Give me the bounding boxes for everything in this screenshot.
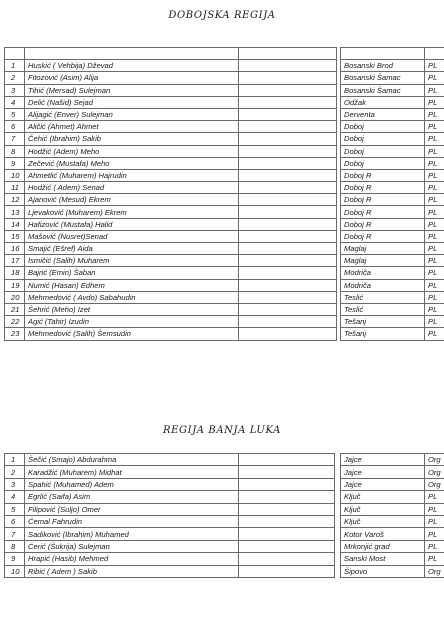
person-name: Hrapić (Hasib) Mehmed	[25, 553, 239, 565]
blank-cell	[239, 243, 337, 255]
entry-type: PL	[425, 169, 444, 181]
person-name: Zečević (Mustafa) Meho	[25, 157, 239, 169]
table-row	[5, 145, 444, 157]
municipality: Ključ	[341, 515, 425, 527]
person-name: Fitozović (Asim) Alija	[25, 72, 239, 84]
row-number: 4	[5, 491, 25, 503]
person-name: Ahmetlić (Muharem) Hajrudin	[25, 169, 239, 181]
entry-type: PL	[425, 218, 444, 230]
blank-cell	[239, 218, 337, 230]
person-name: Šečić (Smajo) Abdurahma	[25, 454, 239, 466]
municipality: Šipovo	[341, 565, 425, 577]
person-name: Bajrić (Emin) Šaban	[25, 267, 239, 279]
municipality: Derventa	[341, 108, 425, 120]
blank-cell	[239, 84, 337, 96]
blank-cell	[239, 230, 337, 242]
row-number: 7	[5, 133, 25, 145]
blank-cell	[239, 48, 337, 60]
blank-cell	[239, 133, 337, 145]
person-name: Mehmedović ( Avdo) Sabahudin	[25, 291, 239, 303]
blank-cell	[239, 478, 335, 490]
person-name: Karadžić (Muharem) Midhat	[25, 466, 239, 478]
row-number: 9	[5, 157, 25, 169]
table-row	[5, 157, 444, 169]
person-name: Egrlić (Saifa) Asim	[25, 491, 239, 503]
entry-type: PL	[425, 60, 444, 72]
municipality: Ključ	[341, 491, 425, 503]
person-name	[25, 48, 239, 60]
row-number: 4	[5, 96, 25, 108]
municipality: Maglaj	[341, 243, 425, 255]
entry-type: PL	[425, 230, 444, 242]
blank-cell	[239, 194, 337, 206]
entry-type: PL	[425, 316, 444, 328]
row-number: 3	[5, 84, 25, 96]
person-name: Spahić (Muhamed) Adem	[25, 478, 239, 490]
entry-type: PL	[425, 194, 444, 206]
person-name: Ajanović (Mesud) Ekrem	[25, 194, 239, 206]
blank-cell	[239, 255, 337, 267]
table-row	[5, 491, 444, 503]
blank-cell	[239, 206, 337, 218]
table-row	[5, 108, 444, 120]
table-row	[5, 72, 444, 84]
blank-cell	[239, 145, 337, 157]
blank-cell	[239, 267, 337, 279]
municipality: Modriča	[341, 267, 425, 279]
blank-cell	[239, 121, 337, 133]
blank-cell	[239, 169, 337, 181]
blank-cell	[239, 553, 335, 565]
entry-type: PL	[425, 145, 444, 157]
row-number: 2	[5, 72, 25, 84]
row-number: 20	[5, 291, 25, 303]
table-row	[5, 230, 444, 242]
row-number: 3	[5, 478, 25, 490]
table-row	[5, 48, 444, 60]
row-number: 9	[5, 553, 25, 565]
municipality: Doboj R	[341, 206, 425, 218]
table-row	[5, 206, 444, 218]
municipality: Doboj R	[341, 182, 425, 194]
municipality: Doboj R	[341, 230, 425, 242]
row-number: 2	[5, 466, 25, 478]
entry-type: PL	[425, 182, 444, 194]
blank-cell	[239, 454, 335, 466]
row-number: 5	[5, 108, 25, 120]
row-number: 14	[5, 218, 25, 230]
blank-cell	[239, 291, 337, 303]
row-number: 15	[5, 230, 25, 242]
municipality: Ključ	[341, 503, 425, 515]
blank-cell	[239, 466, 335, 478]
blank-cell	[239, 528, 335, 540]
table-row	[5, 279, 444, 291]
table-row	[5, 466, 444, 478]
person-name: Delić (Našid) Sejad	[25, 96, 239, 108]
person-name: Mehmedović (Salih) Šemsudin	[25, 328, 239, 340]
blank-cell	[239, 540, 335, 552]
municipality: Teslić	[341, 303, 425, 315]
row-number: 5	[5, 503, 25, 515]
entry-type: PL	[425, 328, 444, 340]
row-number: 1	[5, 60, 25, 72]
row-number: 21	[5, 303, 25, 315]
municipality: Doboj	[341, 133, 425, 145]
table-row	[5, 255, 444, 267]
person-name: Agić (Tahir) Izudin	[25, 316, 239, 328]
municipality: Modriča	[341, 279, 425, 291]
row-number: 23	[5, 328, 25, 340]
municipality: Doboj R	[341, 194, 425, 206]
municipality: Tešanj	[341, 328, 425, 340]
person-name: Hodžić ( Adem) Senad	[25, 182, 239, 194]
blank-cell	[239, 72, 337, 84]
row-number: 8	[5, 540, 25, 552]
municipality: Doboj R	[341, 218, 425, 230]
blank-cell	[239, 279, 337, 291]
row-number: 10	[5, 169, 25, 181]
table-row	[5, 121, 444, 133]
row-number: 19	[5, 279, 25, 291]
doboj-region-table	[4, 47, 444, 341]
table-row	[5, 328, 444, 340]
blank-cell	[239, 60, 337, 72]
blank-cell	[239, 108, 337, 120]
table-row	[5, 303, 444, 315]
entry-type: PL	[425, 267, 444, 279]
table-row	[5, 515, 444, 527]
municipality: Maglaj	[341, 255, 425, 267]
entry-type: Org	[425, 454, 444, 466]
entry-type: PL	[425, 540, 444, 552]
entry-type: PL	[425, 243, 444, 255]
banja-luka-region-table	[4, 453, 444, 578]
person-name: Ćemal Fahrudin	[25, 515, 239, 527]
blank-cell	[239, 303, 337, 315]
municipality: Jajce	[341, 454, 425, 466]
section-title-banja-luka: REGIJA BANJA LUKA	[163, 425, 281, 436]
table-row	[5, 243, 444, 255]
municipality: Doboj	[341, 121, 425, 133]
row-number: 8	[5, 145, 25, 157]
municipality: Odžak	[341, 96, 425, 108]
blank-cell	[239, 157, 337, 169]
entry-type: PL	[425, 121, 444, 133]
entry-type: PL	[425, 553, 444, 565]
municipality: Jajce	[341, 478, 425, 490]
person-name: Ljevaković (Muharem) Ekrem	[25, 206, 239, 218]
person-name: Smajić (Ešref) Aida	[25, 243, 239, 255]
entry-type: PL	[425, 515, 444, 527]
table-row	[5, 316, 444, 328]
entry-type	[425, 48, 444, 60]
blank-cell	[239, 96, 337, 108]
row-number: 16	[5, 243, 25, 255]
person-name: Huskić ( Vehbija) Dževad	[25, 60, 239, 72]
person-name: Šehrić (Meho) Izet	[25, 303, 239, 315]
row-number: 1	[5, 454, 25, 466]
entry-type: PL	[425, 157, 444, 169]
person-name: Numić (Hasan) Edhem	[25, 279, 239, 291]
entry-type: Org	[425, 478, 444, 490]
municipality: Jajce	[341, 466, 425, 478]
entry-type: PL	[425, 133, 444, 145]
person-name: Sadiković (Ibrahim) Muhamed	[25, 528, 239, 540]
person-name: Filipović (Suljo) Omer	[25, 503, 239, 515]
entry-type: Org	[425, 466, 444, 478]
table-row	[5, 553, 444, 565]
row-number: 6	[5, 515, 25, 527]
row-number: 22	[5, 316, 25, 328]
municipality: Doboj	[341, 145, 425, 157]
table-row	[5, 60, 444, 72]
person-name: Hodžić (Adem) Meho	[25, 145, 239, 157]
table-row	[5, 194, 444, 206]
table-row	[5, 540, 444, 552]
blank-cell	[239, 328, 337, 340]
person-name: Ismičić (Salih) Muharem	[25, 255, 239, 267]
table-row	[5, 84, 444, 96]
person-name: Mašović (Nusret)Senad	[25, 230, 239, 242]
municipality: Sanski Most	[341, 553, 425, 565]
table-row	[5, 133, 444, 145]
table-row	[5, 454, 444, 466]
person-name: Ribić ( Adem ) Sakib	[25, 565, 239, 577]
municipality: Doboj R	[341, 169, 425, 181]
table-row	[5, 565, 444, 577]
blank-cell	[239, 515, 335, 527]
row-number: 10	[5, 565, 25, 577]
table-row	[5, 503, 444, 515]
blank-cell	[239, 316, 337, 328]
table-row	[5, 169, 444, 181]
person-name: Ćerić (Šukrija) Sulejman	[25, 540, 239, 552]
row-number: 13	[5, 206, 25, 218]
blank-cell	[239, 182, 337, 194]
blank-cell	[239, 491, 335, 503]
entry-type: PL	[425, 206, 444, 218]
section-title-doboj: DOBOJSKA REGIJA	[168, 10, 276, 21]
entry-type: PL	[425, 96, 444, 108]
row-number: 11	[5, 182, 25, 194]
row-number: 6	[5, 121, 25, 133]
person-name: Tihić (Mersad) Sulejman	[25, 84, 239, 96]
blank-cell	[239, 565, 335, 577]
municipality: Tešanj	[341, 316, 425, 328]
entry-type: PL	[425, 303, 444, 315]
row-number: 7	[5, 528, 25, 540]
entry-type: PL	[425, 291, 444, 303]
table-row	[5, 478, 444, 490]
person-name: Alijagić (Enver) Sulejman	[25, 108, 239, 120]
municipality: Bosanski Šamac	[341, 84, 425, 96]
table-row	[5, 96, 444, 108]
entry-type: PL	[425, 255, 444, 267]
table-row	[5, 182, 444, 194]
municipality: Teslić	[341, 291, 425, 303]
entry-type: PL	[425, 491, 444, 503]
person-name: Hafizović (Mustafa) Halid	[25, 218, 239, 230]
table-row	[5, 267, 444, 279]
table-row	[5, 528, 444, 540]
row-number: 18	[5, 267, 25, 279]
row-number	[5, 48, 25, 60]
entry-type: PL	[425, 279, 444, 291]
municipality: Bosanski Brod	[341, 60, 425, 72]
entry-type: PL	[425, 503, 444, 515]
entry-type: PL	[425, 72, 444, 84]
person-name: Čehić (Ibrahim) Sakib	[25, 133, 239, 145]
row-number: 17	[5, 255, 25, 267]
municipality: Bosanski Šamac	[341, 72, 425, 84]
municipality	[341, 48, 425, 60]
person-name: Aličić (Ahmet) Ahmet	[25, 121, 239, 133]
entry-type: PL	[425, 108, 444, 120]
blank-cell	[239, 503, 335, 515]
municipality: Doboj	[341, 157, 425, 169]
entry-type: PL	[425, 528, 444, 540]
entry-type: PL	[425, 84, 444, 96]
municipality: Kotor Varoš	[341, 528, 425, 540]
table-row	[5, 291, 444, 303]
entry-type: Org	[425, 565, 444, 577]
table-row	[5, 218, 444, 230]
row-number: 12	[5, 194, 25, 206]
municipality: Mrkonjić grad	[341, 540, 425, 552]
